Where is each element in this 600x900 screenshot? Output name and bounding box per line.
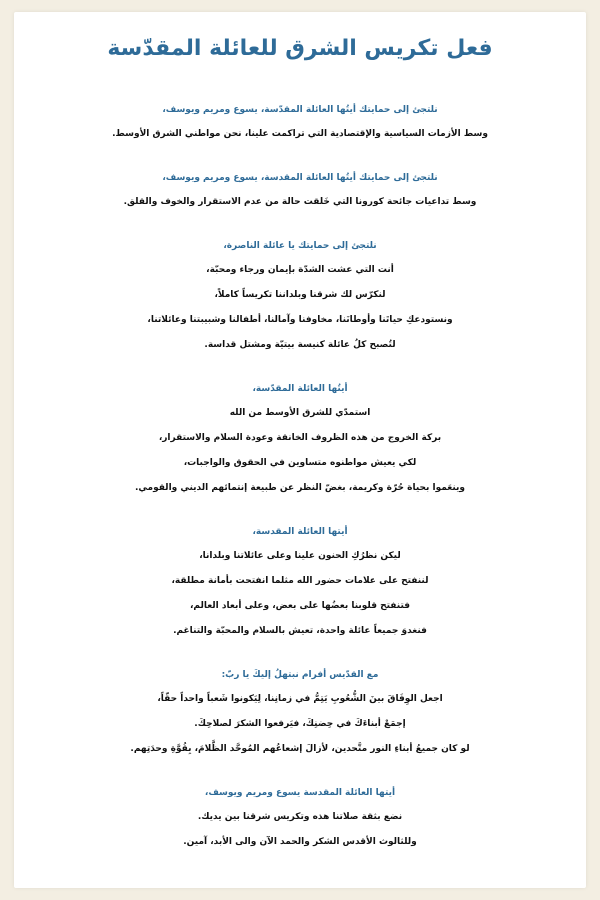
prayer-section xyxy=(14,781,586,855)
prayer-line: لكي يعيش مواطنوه متساوين في الحقوق والواجبات، xyxy=(183,458,417,468)
prayer-line: بركة الخروج من هذه الظروف الخانقة وعودة السلام والاستقرار، xyxy=(158,433,442,443)
prayer-line: اجعل الوِفَاقَ بينَ الشُّعُوبِ يَتِمُّ في زمانِنا، لِيَكونوا شَعباً واحداً حقّاً، xyxy=(157,694,443,704)
prayer-line: فتنفتح قلوبنا بعضُها على بعض، وعلى أبعاد العالم، xyxy=(189,601,411,611)
prayer-line: وسط تداعيات جائحة كورونا التي خَلقت حالة من عدم الاستقرار والخوف والقلق. xyxy=(123,197,477,207)
prayer-line: فنغدوَ جميعاً عائلة واحدة، تعيش بالسلام والمحبّة والتناغم. xyxy=(173,626,427,636)
section-heading: أيتُها العائلة المقدّسة، xyxy=(252,384,348,394)
prayer-line: نضع بثقة صلاتنا هذه وتكريس شرقنا بين يديك. xyxy=(197,812,403,822)
prayer-line: وللثالوث الأقدس الشكر والحمد الآن والى الأبد، آمين. xyxy=(183,837,417,847)
prayer-section xyxy=(14,520,586,644)
prayer-line: لننفتح على علامات حضور الله مثلما انفتحت بأمانة مطلقة، xyxy=(171,576,429,586)
prayer-line: لنكرّس لك شرقنا وبلداننا تكريساً كاملاً، xyxy=(214,290,386,300)
prayer-line: ونستودعكِ حياتَنا وأوطانَنا، مخاوفنا وآمالنا، أطفالنا وشبيبتنا وعائلاتنا، xyxy=(147,315,453,325)
prayer-line: استمدّي للشرق الأوسط من الله xyxy=(229,408,371,418)
prayer-body xyxy=(14,98,586,855)
prayer-section xyxy=(14,663,586,762)
prayer-line: لو كان جميعُ أبناءِ النور متَّحدين، لأزالَ إشعاعُهم المُوحَّد الظَّلامَ، بِقُوَّةِ وحدَتِهم. xyxy=(130,744,470,754)
prayer-line: أنت التي عشت الشدّة بإيمان ورجاء ومحبّة، xyxy=(206,265,394,275)
section-heading: نلتجئ إلى حمايتك أيتُها العائلة المقدسة، يسوع ومريم ويوسف، xyxy=(162,173,438,183)
page-title: فعل تكريس الشرق للعائلة المقدّسة xyxy=(107,36,493,61)
section-heading: مع القدّيس أفرام نبتهلُ إليكَ يا ربّ: xyxy=(221,670,379,680)
prayer-line: وسط الأزمات السياسية والإقتصادية التي تراكمت علينا، نحن مواطني الشرق الأوسط. xyxy=(112,129,488,139)
section-heading: نلتجئ إلى حمايتك يا عائلة الناصرة، xyxy=(223,241,377,251)
prayer-section xyxy=(14,377,586,501)
section-heading: أيتها العائلة المقدسة يسوع ومريم ويوسف، xyxy=(204,788,396,798)
prayer-section xyxy=(14,98,586,147)
prayer-line: إجمَعْ أبناءَكَ في حِضنِكَ، فيَرفعوا الشكرَ لصلاحِكَ. xyxy=(194,719,406,729)
prayer-line: لتُصبح كلُ عائلة كنيسة بيتيّة ومشتل قداسة. xyxy=(204,340,396,350)
prayer-line: وينعَموا بحياة حُرّة وكريمة، بغضّ النظر عن طبيعة إنتمائهم الديني والقومي. xyxy=(134,483,466,493)
prayer-line: ليكن نظرُكِ الحنون علينا وعلى عائلاتنا وبلدانا، xyxy=(199,551,401,561)
section-heading: نلتجئ إلى حمايتك أيتُها العائلة المقدّسة، يسوع ومريم ويوسف، xyxy=(162,105,438,115)
prayer-section xyxy=(14,166,586,215)
section-heading: أيتها العائلة المقدسة، xyxy=(252,527,348,537)
prayer-section xyxy=(14,234,586,358)
document-card xyxy=(14,12,586,888)
